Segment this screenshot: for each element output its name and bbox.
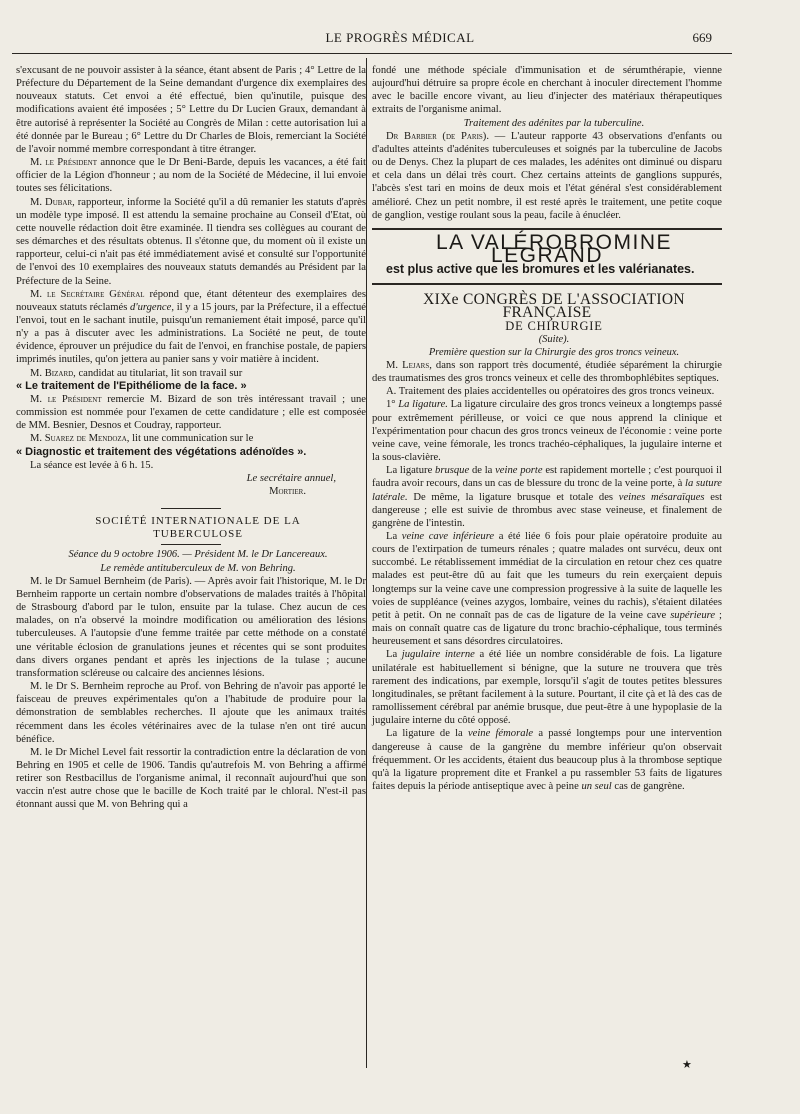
paragraph-text: répond que, étant détenteur des exemplaires des nouveaux statuts réclamés — [16, 288, 366, 313]
paragraph-text: annonce que le Dr Beni-Barde, depuis les vacances, a été fait officier de la Légion d'honneur ; au nom de la Société de Médecine, il lui envoie toutes ses félicitations. — [16, 157, 367, 195]
session-line: Séance du 9 octobre 1906. — Président M. le Dr Lancereaux. — [68, 549, 328, 561]
emphasis: un seul — [581, 780, 612, 792]
paragraph-text: cas de gangrène. — [611, 780, 685, 792]
page-header — [0, 30, 800, 50]
paragraph — [16, 367, 366, 393]
paragraph — [372, 398, 722, 464]
emphasis: veines mésaraïques — [618, 491, 705, 503]
paragraph-text: est rapidement mortelle ; c'est pourquoi il faudra avoir recours, dans un cas de blessure du tronc de la veine porte, à — [372, 465, 723, 490]
column-divider — [366, 58, 367, 1068]
paragraph-text: La ligature circulaire des gros troncs veineux a longtemps passé pour extrêmement périlleuse, or voici ce que nous apprend la clinique et l'expérimentation pour chacun des gros troncs veineux de l'économie : veine porte veine cave, veine fémorale, les troncs trachéo-céphaliques, la jugulaire interne et la sous-clavière. — [372, 399, 722, 464]
communication-title: « Diagnostic et traitement des végétations adénoïdes ». — [16, 445, 307, 458]
paragraph — [372, 130, 722, 222]
star-ornament-icon: ★ — [682, 1059, 692, 1071]
communication-title: « Le traitement de l'Epithéliome de la face. » — [16, 379, 247, 392]
paragraph: fondé une méthode spéciale d'immunisation et de sérumthérapie, vienne aujourd'hui détruire sa propre école en cherchant à inoculer directement l'homme avec le bacille encore vivant, au lieu d'injecter des matériaux thérapeutiques extraits de l'organisme animal. — [372, 65, 722, 116]
emphasis: La ligature. — [398, 399, 448, 411]
speaker-name: M. Bizard, — [30, 367, 76, 379]
paragraph: M. le Dr Michel Level fait ressortir la contradiction entre la déclaration de von Behring en 1905 et celle de 1906. Tandis qu'autrefois M. von Behring a affirmé retirer son Restbacillus de l'organisme animal, il reconnaît aujourd'hui que son vaccin n'est autre chose que le bacille de Koch traité par le chloral. N'est-il pas étonnant aussi que M. von Behring qui a — [16, 746, 366, 811]
paragraph — [372, 530, 722, 648]
paragraph-text: La ligature de la — [386, 728, 468, 740]
section-rule — [161, 508, 221, 509]
paragraph — [16, 196, 366, 288]
paragraph: M. le Dr S. Bernheim reproche au Prof. von Behring de n'avoir pas apporté le faisceau de preuves expérimentales qu'on a l'habitude de produire pour la démonstration de semblables recherches. Il ajoute que les animaux traités récemment dans les écoles vétérinaires avec de la tulase n'en ont tiré aucun bénéfice. — [16, 681, 366, 745]
paragraph — [16, 288, 366, 367]
emphasis: veine fémorale — [467, 728, 534, 740]
paragraph-text: rapporteur, informe la Société qu'il a dû remanier les statuts d'après un modèle type imposé. Il est attendu la semaine prochaine au Conseil d'Etat, où cette nouvelle rédaction doit être examinée. Il tiendra ses collègues au courant de ses démarches et des résultats obtenus. Il s'étonne que, du moment où il existe un rapporteur, celui-ci n'ait pas été immédiatement avisé et consulté sur l'opportunité de l'envoi des 10 exemplaires des nouveaux statuts demandés au Président par la Préfecture de la Seine. — [16, 196, 366, 287]
paragraph — [372, 648, 722, 727]
page-number: 669 — [692, 30, 712, 45]
paragraph: A. Traitement des plaies accidentelles ou opératoires des gros troncs veineux. — [386, 386, 715, 398]
numbering: 1° — [386, 399, 399, 411]
journal-title: LE PROGRÈS MÉDICAL — [325, 30, 475, 45]
speaker-name: M. le Secrétaire Général — [30, 288, 145, 300]
paragraph-text: La — [386, 531, 402, 542]
speaker-name: Dr Barbier (de Paris). — [386, 130, 489, 142]
subject-line: Le remède antituberculeux de M. von Behring. — [100, 562, 296, 574]
paragraph-text: est dangereuse ; elle est suivie de thrombus avec stase veineuse, et finalement de gangrène de l'intestin. — [372, 491, 723, 529]
paragraph-text: remercie M. Bizard de son très intéressant travail ; une commission est nommée pour l'examen de cette candidature ; elle est composée de MM. Besnier, Desnos et Coudray, rapporteur. — [16, 393, 366, 432]
question-heading: Première question sur la Chirurgie des gros troncs veineux. — [428, 346, 680, 358]
speaker-name: M. le Président — [30, 393, 102, 405]
speaker-name: M. le Président — [30, 157, 98, 169]
paragraph: M. le Dr Samuel Bernheim (de Paris). — Après avoir fait l'historique, M. le Dr Bernheim rapporte un certain nombre d'observations de malades traités à l'hôpital de Strasbourg d'abord par le tulon, ensuite par la tulase. Chez aucun de ces malades, on n'a observé la moindre modification ou amélioration des lésions tuberculeuses. A l'autopsie d'une femme traitée par cette méthode on a constaté une véritable éclosion de granulations jeunes et récentes qui se sont produites dans divers organes pendant et après les injections de la tulase ; aucune transformation scléreuse ou calcaire des anciennes lésions. — [16, 575, 366, 679]
section-title: SOCIÉTÉ INTERNATIONALE DE LA — [95, 515, 301, 528]
paragraph-text: de la — [469, 465, 496, 477]
left-column — [16, 64, 366, 812]
emphasis: veine porte — [495, 465, 543, 477]
speaker-name: M. Dubar, — [30, 196, 75, 208]
emphasis: supérieure — [670, 609, 716, 621]
paragraph — [372, 359, 722, 385]
ad-text: est plus active que les bromures et les valérianates. — [386, 262, 695, 277]
emphasis: brusque — [435, 465, 470, 477]
paragraph-text: a été liée 6 fois pour plaie opératoire produite au cours de l'extirpation de tumeurs rénales ; quatre malades ont survécu, deux ont succombé. Le rétablissement immédiat de la circulation en retour chez ces quatre malades est peut-être dû au fait que les tumeurs du rein exerçaient depuis longtemps sur la veine cave une compression progressive à la suite de laquelle les voies de suppléance (veines azygos, lombaire, veines du rachis), s'étaient dilatées petit à petit. On ne connaît pas de cas de ligature de la veine cave — [372, 531, 722, 621]
paragraph — [372, 727, 722, 793]
paragraph-text: a été liée un nombre considérable de fois. La ligature unilatérale est habituellement si bénigne, que la suture ne trouvera que très rarement des indications, par exemple, lorsqu'il s'agit de toutes petites blessures longitudinales, se prêtant facilement à la suture. Pourtant, il cite çà et là des cas de ramollissement cérébral par anémie brusque, due peut-être à une hypoplasie de la jugulaire interne du côté opposé. — [372, 649, 722, 727]
signature-name: Mortier. — [269, 486, 306, 497]
paragraph-text: De même, la ligature brusque et totale des — [407, 491, 619, 503]
paragraph-text: dans son rapport très documenté, étudiée séparément la chirurgie des traumatismes des gros troncs veineux et celle des thrombophlébites septiques. — [372, 359, 722, 385]
paragraph — [16, 156, 366, 195]
congress-subtitle: DE CHIRURGIE — [505, 318, 603, 333]
paragraph-text: — L'auteur rapporte 43 observations d'enfants ou d'adultes atteints d'adénites tuberculeuses et soignés par la tuberculine de Jacobs ou de Denys. Chez la plupart de ces malades, les adénites ont diminué ou disparu et cela dans un délai très court. Chez certains atteints de ganglions suppurés, l'abcès s'est tari en moins de deux mois et l'état général s'est considérablement amélioré. Chez un petit nombre, il est resté après le traitement, une petite coque de ganglion, vestige roulant sous la peau, facile à énucléer. — [372, 130, 722, 221]
emphasis: jugulaire interne — [401, 649, 475, 661]
paragraph-text: candidat au titulariat, lit son travail sur — [75, 367, 243, 379]
section-title-line2: TUBERCULOSE — [153, 528, 243, 541]
header-rule — [12, 53, 732, 54]
section-rule — [161, 544, 221, 545]
paragraph-text: a passé longtemps pour une intervention dangereuse à cause de la gangrène du membre inférieur qu'on observait fréquemment. Or les accidents, étaient dus beaucoup plus à la thrombose septique qu'à la ligature proprement dite et Frankel a pu rassembler 53 faits de ligatures faites depuis la période antiseptique avec à peine — [372, 728, 722, 792]
paragraph-text: ; mais on connaît quatre cas de ligature du tronc brachio-céphalique, tous terminés heureusement et sans désordres circulatoires. — [372, 609, 722, 648]
paragraph: La séance est levée à 6 h. 15. — [30, 459, 154, 471]
right-column — [372, 64, 722, 793]
paragraph — [16, 393, 366, 432]
suite-label: (Suite). — [538, 333, 570, 345]
emphasis: veine cave inférieure — [401, 531, 495, 542]
ad-title: LA VALÉROBROMINE LEGRAND — [435, 230, 672, 268]
paragraph — [372, 464, 722, 530]
paragraph-text: La ligature — [386, 465, 436, 477]
paragraph-text: lit une communication sur le — [129, 433, 254, 445]
paragraph-text: La — [386, 649, 402, 661]
congress-title: XIXe CONGRÈS DE L'ASSOCIATION FRANÇAISE — [423, 291, 685, 322]
subsection-heading: Traitement des adénites par la tuberculine. — [463, 117, 645, 129]
emphasis: la suture latérale. — [372, 478, 723, 503]
paragraph — [16, 432, 366, 458]
signature-role: Le secrétaire annuel, — [246, 472, 336, 484]
speaker-name: M. Suarez de Mendoza, — [30, 433, 130, 445]
speaker-name: M. Lejars, — [386, 359, 432, 371]
advertisement — [372, 228, 722, 285]
paragraph: s'excusant de ne pouvoir assister à la séance, étant absent de Paris ; 4° Lettre de la Préfecture du Département de la Seine demandant d'urgence dix exemplaires des nouveaux statuts. Cet envoi a été effectué, bien qu'inutile, puisque des modifications avaient été imposées ; 5° Lettre du Dr Lucien Graux, demandant à être autorisé à représenter la Société au Congrès de Milan : cette autorisation lui a été donnée par le Bureau ; 6° Lettre du Dr Charles de Blois, remerciant la Société de l'avoir nommé membre correspondant à titre étranger. — [16, 65, 366, 155]
emphasis: d'urgence — [130, 301, 172, 313]
paragraph-text: , il y a 15 jours, par la Préfecture, il a effectué l'envoi, tout en le sachant inutile, puisqu'un remaniement était imposé, parce qu'il n'y a pas à discuter avec les administrations. La Société ne peut, de toute évidence, éprouver un préjudice du fait de l'envoi, en franchise postale, de papiers imprimés inutiles, qu'on jettera au panier sans y voir matière à incident. — [16, 301, 366, 366]
